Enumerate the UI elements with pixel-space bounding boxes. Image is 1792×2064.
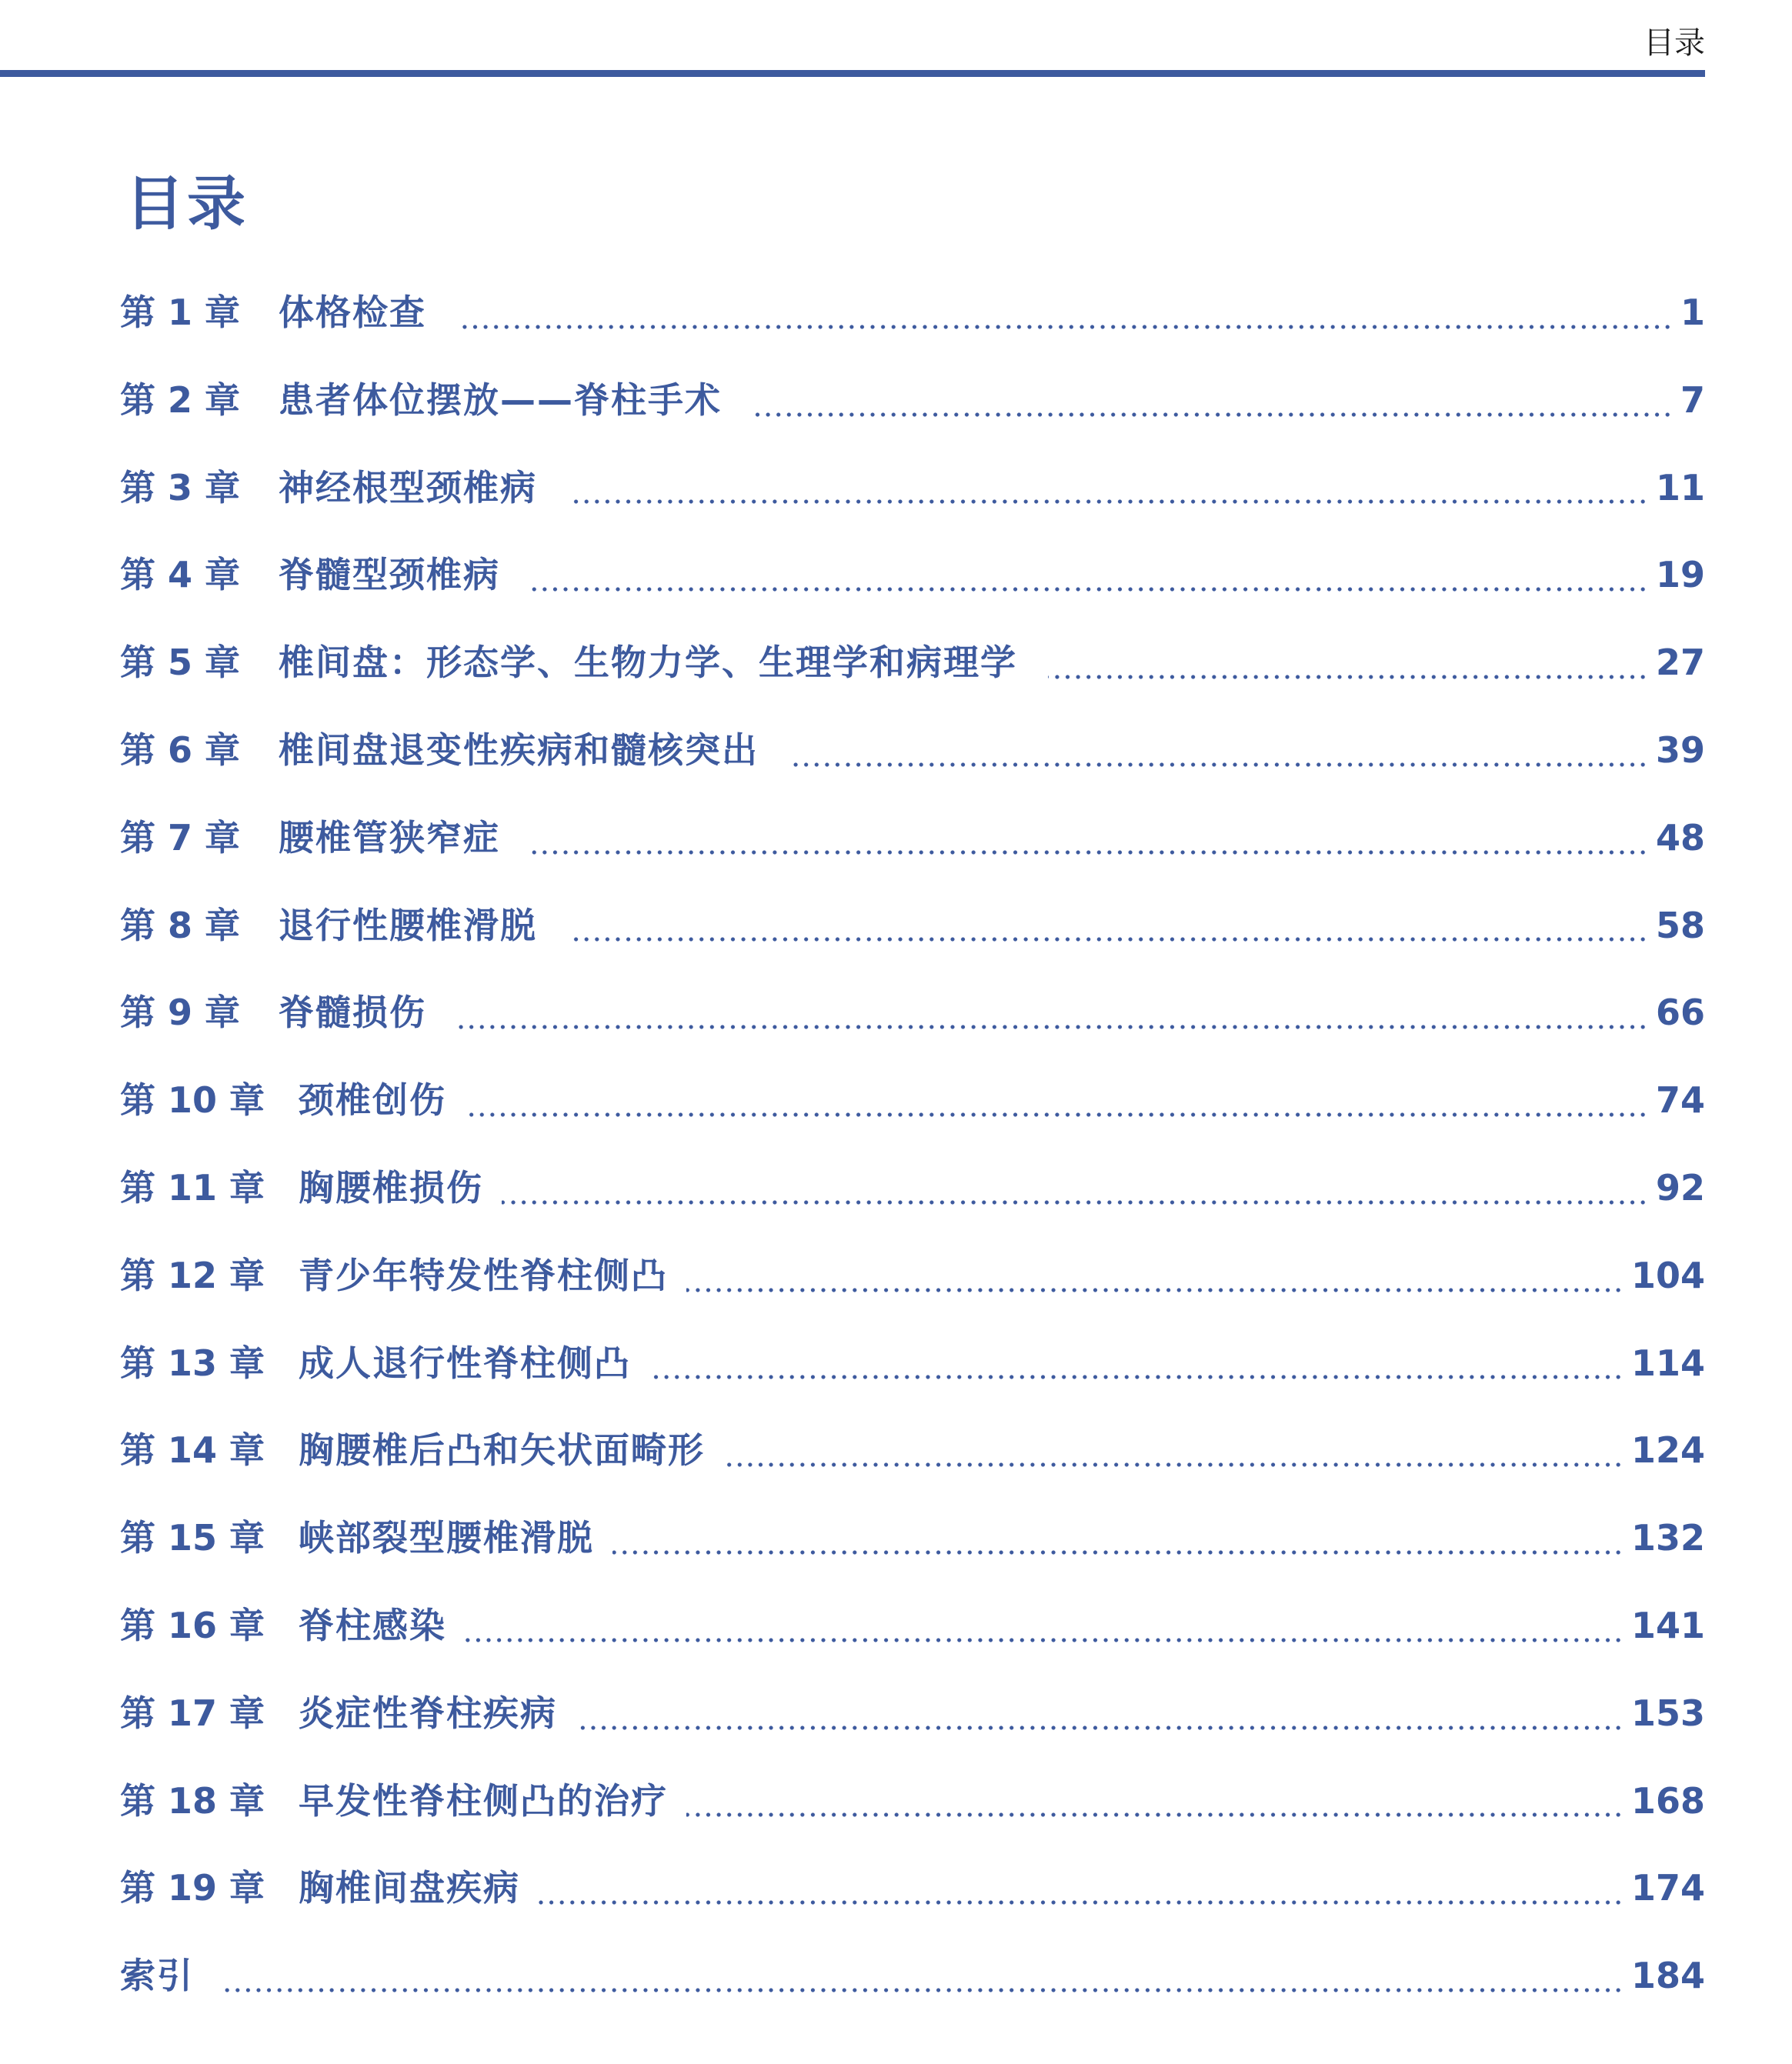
toc-dot-leader	[649, 1375, 1623, 1379]
toc-entry-13[interactable]	[120, 1335, 1705, 1423]
toc-chapter-number: 第 4 章	[120, 554, 241, 596]
toc-entry-18[interactable]	[120, 1773, 1705, 1861]
toc-chapter-number: 第 2 章	[120, 378, 241, 421]
toc-entry-12[interactable]	[120, 1248, 1705, 1335]
toc-chapter-title: 胸椎间盘疾病	[299, 1867, 520, 1909]
toc-entry-3[interactable]	[120, 460, 1705, 548]
toc-chapter-title: 峡部裂型腰椎滑脱	[299, 1517, 594, 1559]
toc-chapter-number: 第 11 章	[120, 1166, 265, 1209]
header-rule	[0, 70, 1705, 77]
toc-chapter-number: 第 17 章	[120, 1692, 265, 1734]
toc-dot-leader	[225, 1988, 1623, 1992]
toc-dot-leader	[612, 1550, 1623, 1555]
table-of-contents	[120, 285, 1705, 2036]
toc-page-number: 11	[1655, 466, 1705, 508]
toc-entry-5[interactable]	[120, 635, 1705, 722]
toc-chapter-title: 炎症性脊柱疾病	[299, 1692, 557, 1734]
toc-entry-9[interactable]	[120, 985, 1705, 1072]
toc-chapter-title: 脊髓损伤	[279, 992, 426, 1034]
toc-entry-16[interactable]	[120, 1598, 1705, 1686]
toc-chapter-number: 第 3 章	[120, 466, 241, 508]
toc-chapter-title: 早发性脊柱侧凸的治疗	[299, 1779, 668, 1822]
toc-entry-6[interactable]	[120, 722, 1705, 810]
toc-page-number: 58	[1655, 904, 1705, 946]
toc-dot-leader	[539, 1900, 1623, 1905]
toc-chapter-number: 第 9 章	[120, 992, 241, 1034]
toc-page-number: 92	[1655, 1166, 1705, 1209]
toc-chapter-number: 第 12 章	[120, 1254, 265, 1296]
toc-page-number: 132	[1630, 1517, 1705, 1559]
page-title: 目录	[125, 168, 249, 238]
toc-chapter-title: 退行性腰椎滑脱	[279, 904, 537, 946]
toc-chapter-number: 第 18 章	[120, 1779, 265, 1822]
toc-chapter-title: 体格检查	[279, 292, 426, 333]
toc-chapter-number: 第 19 章	[120, 1867, 265, 1909]
toc-page-number: 48	[1655, 816, 1705, 859]
toc-dot-leader	[1048, 675, 1648, 679]
toc-entry-15[interactable]	[120, 1510, 1705, 1598]
toc-page-number: 174	[1630, 1867, 1705, 1909]
toc-dot-leader	[686, 1288, 1623, 1292]
toc-page-number: 124	[1630, 1429, 1705, 1472]
toc-entry-11[interactable]	[120, 1160, 1705, 1248]
toc-entry-17[interactable]	[120, 1686, 1705, 1773]
toc-chapter-number: 第 13 章	[120, 1342, 265, 1384]
toc-dot-leader	[568, 937, 1648, 942]
toc-page-number: 141	[1630, 1604, 1705, 1646]
toc-page-number: 168	[1630, 1779, 1705, 1822]
toc-dot-leader	[576, 1726, 1623, 1730]
toc-chapter-number: 第 1 章	[120, 292, 241, 333]
toc-chapter-title: 神经根型颈椎病	[279, 466, 537, 508]
toc-dot-leader	[789, 762, 1648, 767]
toc-page-number: 104	[1630, 1254, 1705, 1296]
toc-page-number: 39	[1655, 729, 1705, 771]
toc-dot-leader	[457, 325, 1673, 329]
toc-page-number: 66	[1655, 992, 1705, 1034]
toc-dot-leader	[457, 1025, 1648, 1029]
toc-page-number: 114	[1630, 1342, 1705, 1384]
toc-chapter-title: 椎间盘退变性疾病和髓核突出	[279, 729, 759, 771]
toc-entry-10[interactable]	[120, 1072, 1705, 1160]
toc-chapter-number: 第 10 章	[120, 1079, 265, 1122]
toc-chapter-number: 第 14 章	[120, 1429, 265, 1472]
toc-entry-8[interactable]	[120, 898, 1705, 985]
toc-entry-19[interactable]	[120, 1860, 1705, 1948]
toc-entry-7[interactable]	[120, 810, 1705, 898]
toc-entry-1[interactable]	[120, 285, 1705, 372]
toc-dot-leader	[568, 499, 1648, 504]
toc-chapter-number: 第 7 章	[120, 816, 241, 859]
toc-chapter-title: 青少年特发性脊柱侧凸	[299, 1254, 668, 1296]
toc-chapter-title: 患者体位摆放——脊柱手术	[279, 378, 722, 421]
toc-dot-leader	[723, 1462, 1623, 1467]
toc-dot-leader	[753, 412, 1673, 417]
toc-dot-leader	[531, 587, 1648, 592]
running-header: 目录	[1644, 25, 1705, 61]
toc-chapter-number: 第 5 章	[120, 642, 241, 684]
toc-chapter-title: 脊柱感染	[299, 1604, 446, 1646]
toc-page-number: 1	[1680, 292, 1705, 333]
toc-chapter-title: 椎间盘：形态学、生物力学、生理学和病理学	[279, 642, 1017, 684]
toc-chapter-title: 胸腰椎损伤	[299, 1166, 483, 1209]
toc-page-number: 153	[1630, 1692, 1705, 1734]
toc-chapter-title: 腰椎管狭窄症	[279, 816, 500, 859]
toc-dot-leader	[502, 1200, 1648, 1205]
toc-page-number: 7	[1680, 378, 1705, 421]
toc-chapter-number: 第 15 章	[120, 1517, 265, 1559]
toc-chapter-title: 胸腰椎后凸和矢状面畸形	[299, 1429, 705, 1472]
toc-entry-14[interactable]	[120, 1422, 1705, 1510]
toc-chapter-title: 脊髓型颈椎病	[279, 554, 500, 596]
toc-chapter-number: 第 16 章	[120, 1604, 265, 1646]
toc-page-number: 27	[1655, 642, 1705, 684]
toc-page-number: 184	[1630, 1955, 1705, 1997]
toc-index-title: 索引	[120, 1955, 194, 1997]
toc-chapter-title: 颈椎创伤	[299, 1079, 446, 1122]
toc-chapter-title: 成人退行性脊柱侧凸	[299, 1342, 631, 1384]
toc-dot-leader	[465, 1638, 1623, 1642]
toc-page-number: 74	[1655, 1079, 1705, 1122]
toc-chapter-number: 第 6 章	[120, 729, 241, 771]
toc-page-number: 19	[1655, 554, 1705, 596]
toc-dot-leader	[531, 850, 1648, 855]
toc-dot-leader	[465, 1112, 1648, 1117]
toc-chapter-number: 第 8 章	[120, 904, 241, 946]
toc-entry-2[interactable]	[120, 372, 1705, 460]
toc-dot-leader	[686, 1812, 1623, 1817]
toc-entry-4[interactable]	[120, 547, 1705, 635]
toc-entry-index[interactable]	[120, 1948, 1705, 2036]
